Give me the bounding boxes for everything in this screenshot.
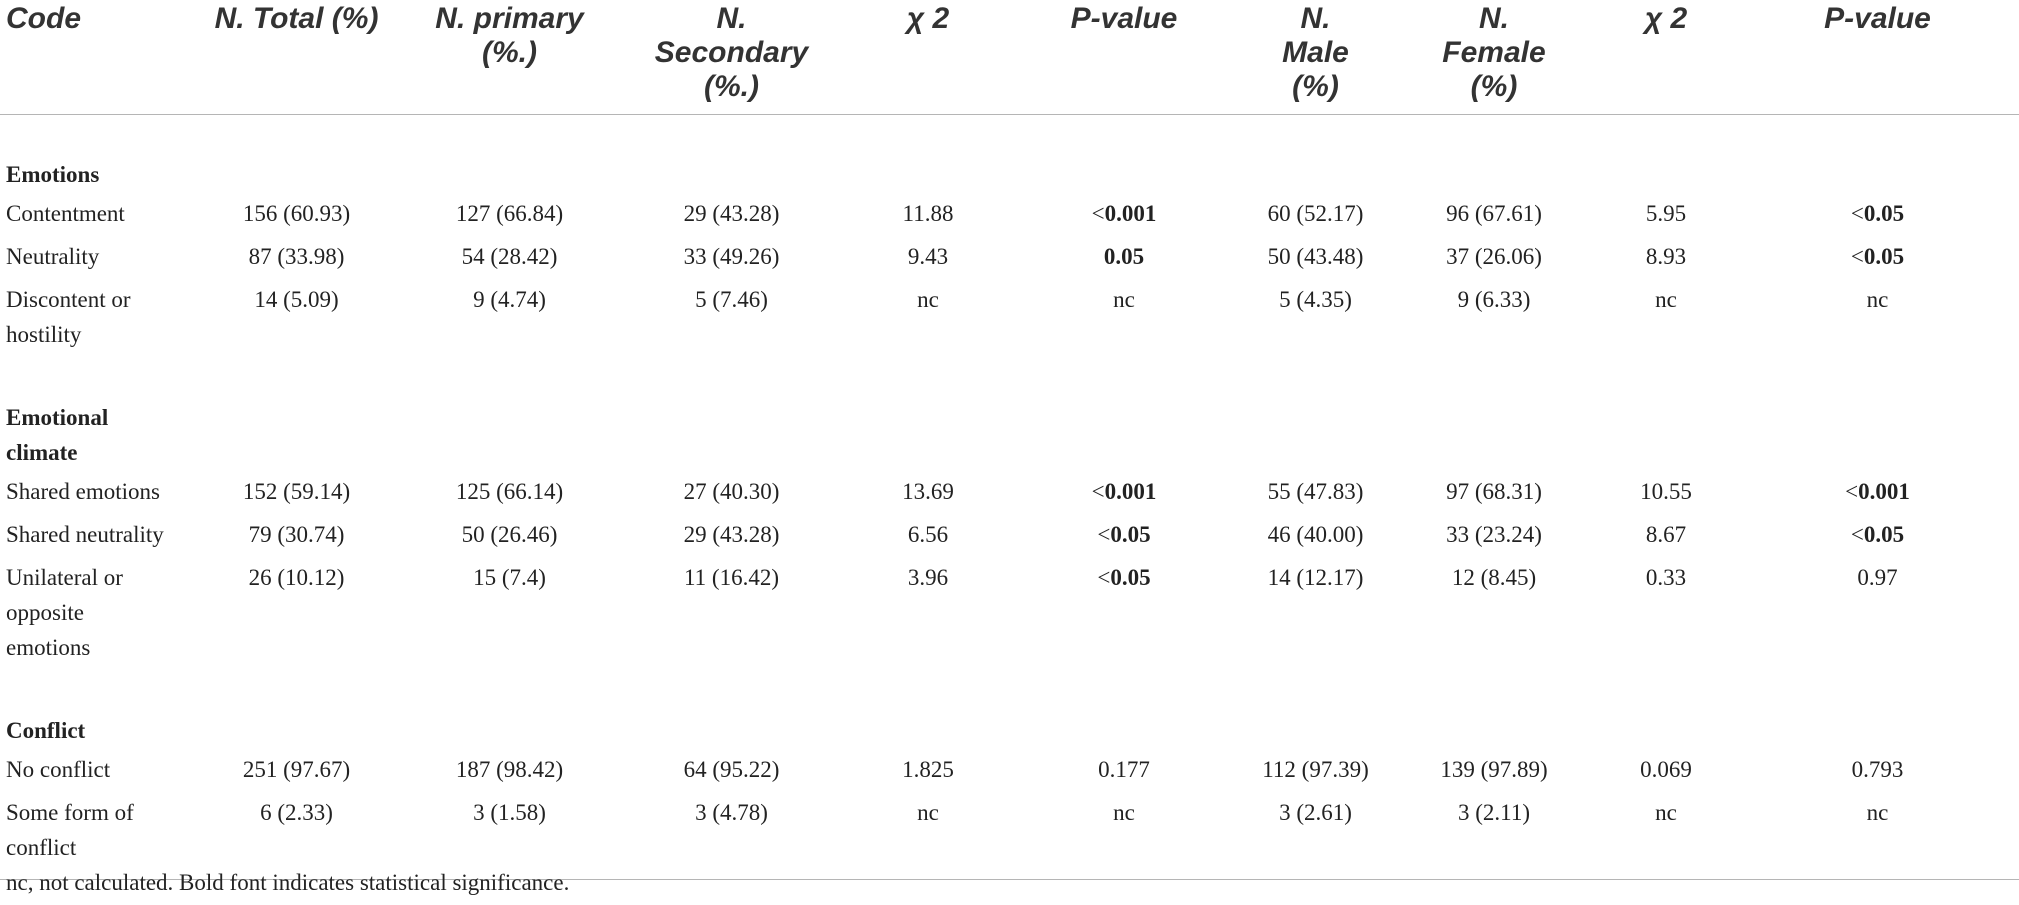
cell-prefix: <: [1097, 522, 1111, 547]
header-text: N. Female (%): [1442, 2, 1546, 103]
cell-female: 37 (26.06): [1446, 244, 1542, 269]
group-title-text: Conflict: [6, 718, 86, 743]
table-row: [0, 791, 2019, 880]
cell-male: 112 (97.39): [1262, 757, 1369, 782]
cell-primary: 125 (66.14): [455, 479, 564, 504]
cell-male: 50 (43.48): [1267, 244, 1364, 269]
group-header-row: [0, 669, 2019, 748]
significant-value: 0.05: [1863, 244, 1905, 269]
cell-chi2-gender: nc: [1655, 287, 1677, 312]
cell-pvalue-gender: [1736, 513, 2019, 556]
cell-female: 12 (8.45): [1451, 565, 1537, 590]
cell-code: No conflict: [6, 757, 111, 782]
cell-total: 152 (59.14): [242, 479, 351, 504]
col-header-chi2-gender: χ 2: [1596, 0, 1736, 115]
significant-value: 0.001: [1104, 479, 1157, 504]
table-row: [0, 513, 2019, 556]
cell-primary: 9 (4.74): [473, 287, 546, 312]
header-text: N. Male (%): [1282, 2, 1349, 103]
cell-chi2-school: nc: [917, 287, 939, 312]
significant-value: 0.001: [1104, 201, 1157, 226]
cell-pvalue-gender: 0.793: [1851, 757, 1904, 782]
cell-male: 14 (12.17): [1267, 565, 1364, 590]
cell-prefix: <: [1845, 479, 1859, 504]
cell-pvalue-school: [1009, 556, 1239, 669]
cell-pvalue-school: nc: [1009, 791, 1239, 880]
cell-prefix: <: [1850, 201, 1864, 226]
group-title-text: Emotions: [6, 162, 100, 187]
cell-male: 55 (47.83): [1267, 479, 1364, 504]
group-title: [0, 356, 2019, 470]
cell-code: Shared neutrality: [6, 522, 164, 547]
significant-value: 0.001: [1858, 479, 1910, 504]
cell-female: 3 (2.11): [1392, 791, 1596, 880]
table-row: [0, 748, 2019, 791]
significant-value: 0.05: [1103, 244, 1145, 269]
cell-chi2-school: 6.56: [907, 522, 949, 547]
cell-secondary: 27 (40.30): [683, 479, 780, 504]
cell-chi2-gender: 8.93: [1645, 244, 1687, 269]
cell-code: Neutrality: [6, 244, 100, 269]
group-header-row: [0, 356, 2019, 470]
cell-primary: 127 (66.84): [455, 201, 564, 226]
col-header-chi2-school: χ 2: [847, 0, 1009, 115]
cell-female: 33 (23.24): [1446, 522, 1542, 547]
cell-pvalue-school: [1009, 513, 1239, 556]
cell-pvalue-school: [1009, 470, 1239, 513]
header-text: N. primary (%.): [435, 2, 584, 69]
cell-pvalue-gender: [1736, 470, 2019, 513]
cell-code: Contentment: [6, 201, 125, 226]
col-header-male: [1239, 0, 1392, 115]
cell-pvalue-school: [1009, 192, 1239, 235]
cell-pvalue-gender: [1736, 192, 2019, 235]
cell-prefix: <: [1850, 244, 1864, 269]
cell-secondary: 29 (43.28): [683, 522, 780, 547]
cell-total: 79 (30.74): [248, 522, 345, 547]
significant-value: 0.05: [1110, 565, 1151, 590]
cell-primary: 187 (98.42): [455, 757, 564, 782]
table-footnote: nc, not calculated. Bold font indicates statistical significance.: [6, 870, 570, 895]
cell-chi2-gender: 8.67: [1645, 522, 1687, 547]
col-header-total: N. Total (%): [190, 0, 403, 115]
cell-secondary: 3 (4.78): [616, 791, 847, 880]
table-row: [0, 192, 2019, 235]
cell-primary: 54 (28.42): [461, 244, 558, 269]
cell-male: 3 (2.61): [1239, 791, 1392, 880]
group-title: [0, 115, 2019, 193]
col-header-secondary: [616, 0, 847, 115]
cell-chi2-gender: nc: [1596, 791, 1736, 880]
cell-chi2-school: 11.88: [902, 201, 954, 226]
cell-chi2-gender: 0.069: [1640, 757, 1692, 782]
cell-pvalue-gender: 0.97: [1857, 565, 1898, 590]
col-header-pvalue-gender: P-value: [1736, 0, 2019, 115]
header-row: [0, 0, 2019, 115]
cell-total: 26 (10.12): [248, 565, 345, 590]
cell-secondary: 64 (95.22): [683, 757, 780, 782]
cell-chi2-gender: 0.33: [1645, 565, 1687, 590]
cell-chi2-gender: 10.55: [1640, 479, 1692, 504]
cell-secondary: 5 (7.46): [695, 287, 768, 312]
cell-chi2-school: 3.96: [907, 565, 949, 590]
cell-chi2-school: 1.825: [902, 757, 954, 782]
cell-pvalue-school: nc: [1113, 287, 1135, 312]
cell-female: 97 (68.31): [1446, 479, 1542, 504]
cell-total: 87 (33.98): [248, 244, 345, 269]
cell-code: Shared emotions: [6, 479, 160, 504]
cell-chi2-school: 13.69: [902, 479, 954, 504]
cell-pvalue-gender: nc: [1736, 791, 2019, 880]
cell-prefix: <: [1097, 565, 1111, 590]
cell-secondary: 29 (43.28): [683, 201, 780, 226]
group-header-row: [0, 115, 2019, 193]
cell-total: 14 (5.09): [254, 287, 339, 312]
table-row: [0, 278, 2019, 356]
col-header-primary: [403, 0, 616, 115]
cell-female: 139 (97.89): [1440, 757, 1548, 782]
cell-pvalue-school: 0.177: [1098, 757, 1150, 782]
cell-pvalue-gender: nc: [1866, 287, 1889, 312]
significant-value: 0.05: [1863, 201, 1905, 226]
table-row: [0, 556, 2019, 669]
cell-chi2-school: nc: [847, 791, 1009, 880]
cell-pvalue-gender: [1736, 235, 2019, 278]
table-row: [0, 470, 2019, 513]
table-row: [0, 235, 2019, 278]
group-title: [0, 669, 2019, 748]
cell-chi2-school: 9.43: [907, 244, 949, 269]
col-header-female: [1392, 0, 1596, 115]
cell-male: 5 (4.35): [1279, 287, 1352, 312]
cell-code: Discontent or hostility: [6, 287, 131, 347]
cell-primary: 3 (1.58): [403, 791, 616, 880]
cell-male: 46 (40.00): [1267, 522, 1364, 547]
cell-primary: 50 (26.46): [461, 522, 558, 547]
cell-primary: 15 (7.4): [473, 565, 546, 590]
cell-prefix: <: [1091, 479, 1105, 504]
col-header-pvalue-school: P-value: [1009, 0, 1239, 115]
cell-pvalue-school: [1009, 235, 1239, 278]
cell-male: 60 (52.17): [1267, 201, 1364, 226]
cell-code: Some form of conflict: [0, 791, 190, 880]
cell-total: 156 (60.93): [242, 201, 351, 226]
cell-prefix: <: [1091, 201, 1105, 226]
cell-code: Unilateral or opposite emotions: [6, 565, 123, 660]
cell-total: 6 (2.33): [190, 791, 403, 880]
cell-female: 9 (6.33): [1457, 287, 1531, 312]
significant-value: 0.05: [1863, 522, 1905, 547]
table-body: [0, 115, 2019, 880]
cell-secondary: 33 (49.26): [683, 244, 780, 269]
header-text: N. Secondary (%.): [654, 2, 809, 103]
group-title-text: Emotional climate: [6, 405, 109, 465]
cell-secondary: 11 (16.42): [684, 565, 779, 590]
cell-chi2-gender: 5.95: [1645, 201, 1687, 226]
cell-female: 96 (67.61): [1446, 201, 1542, 226]
cell-prefix: <: [1850, 522, 1864, 547]
col-header-code: Code: [0, 0, 190, 115]
cell-total: 251 (97.67): [242, 757, 351, 782]
significant-value: 0.05: [1110, 522, 1151, 547]
